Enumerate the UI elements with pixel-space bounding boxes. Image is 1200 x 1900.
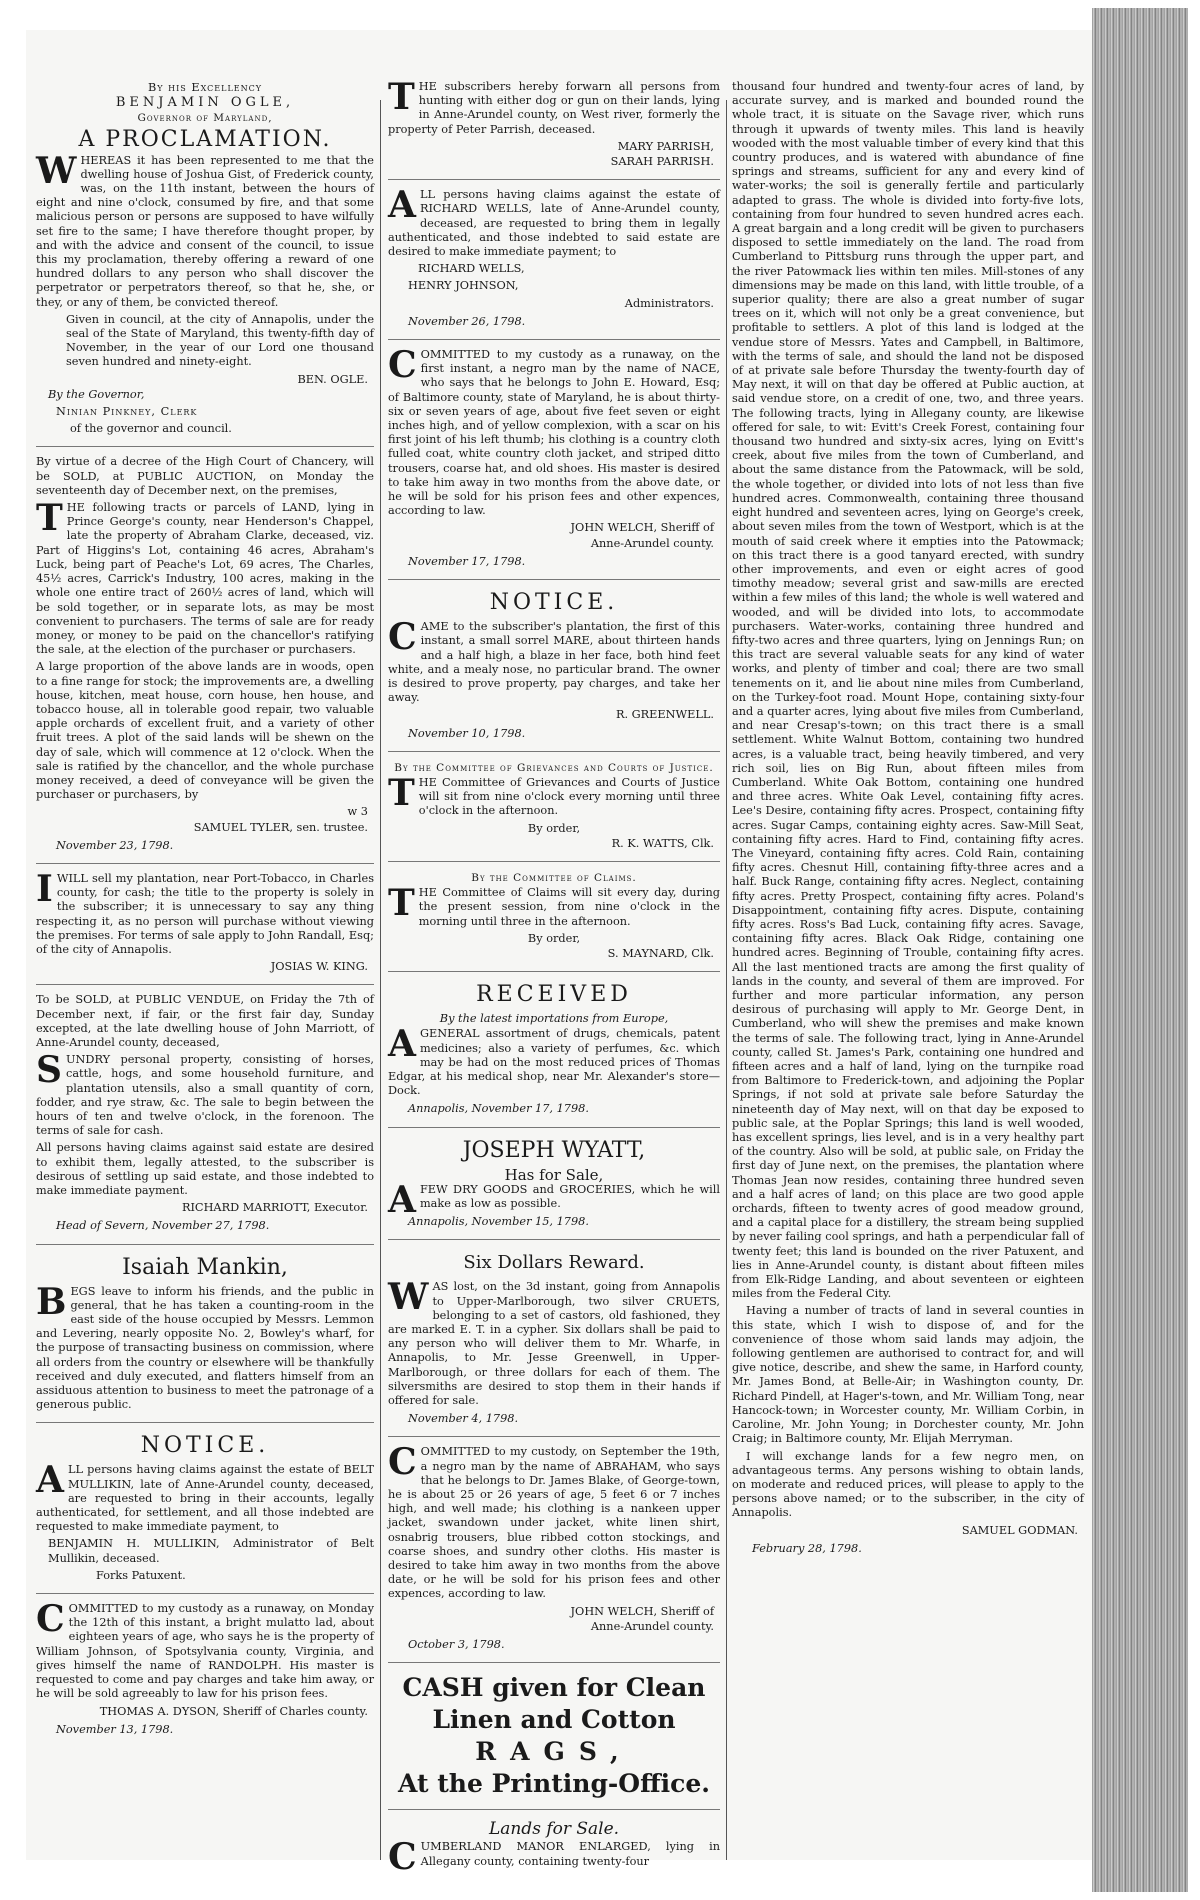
lands-head-ad <box>388 1809 720 1879</box>
lands-body: thousand four hundred and twenty-four acres of land, by accurate survey, and is marked and bounded round the whole tract, it is situate on the Savage river, which runs through it upwards of twenty miles. This land is heavily wooded with the most valuable timber of every kind that this country produces, and is watered with abundance of fine springs and streams, sufficient for any and every kind of water-works; the soil is generally fertile and particularly adapted to grass. The whole is divided into forty-five lots, containing from four hundred to seven hundred acres each. A great bargain and a long credit will be given to purchasers disposed to settle immediately on the land. The road from Cumberland to Pittsburg runs through the upper part, and the river Patowmack lies within ten miles. Mill-stones of any dimensions may be made on this land, with little trouble, of a superior quality; there are also a great number of sugar trees on it, which will not only be a great convenience, but profitable to settlers. A plot of this land is lodged at the vendue store of Messrs. Yates and Campbell, in Baltimore, with the terms of sale, and should the land not be disposed of at private sale before Thursday the twenty-fourth day of May next, it will on that day be offered at Public auction, at said vendue store, on a credit of one, two, and three years. The following tracts, lying in Allegany county, are likewise offered for sale, to wit: Evitt's Creek Forest, containing four thousand two hundred and sixty-six acres, lying on Evitt's creek, about five miles from the town of Cumberland, and about the same distance from the Patowmack, will be sold, the whole together, or divided into lots of not less than five hundred acres. Commonwealth, containing three thousand eight hundred and seventeen acres, lying on George's creek, about seven miles from the town of Westport, which is at the mouth of said creek where it empties into the Patowmack; on this tract there is a good tanyard erected, with sundry other improvements, and even or eight acres of good timothy meadow; several grist and saw-mills are erected within a few miles of this land; the whole is well watered and wooded, and will be divided into lots, to accommodate purchasers. Water-works, containing three hundred and fifty-two acres and three quarters, lying on Jennings Run; on this tract are several valuable seats for any kind of water works, and plenty of timber and coal; there are two small tenements on it, and lie about nine miles from Cumberland, on the Turkey-foot road. Mount Hope, containing sixty-four and a quarter acres, lying about five miles from Cumberland, and near Cresap's-town; on this tract there is a small settlement. White Walnut Bottom, containing two hundred acres, is a valuable tract, being heavily timbered, and very rich soil, lies on Big Run, about fifteen miles from Cumberland. White Oak Bottom, containing one hundred and three acres. White Oak Level, containing fifty acres. Lee's Desire, containing fifty acres. Prospect, containing fifty acres. Sugar Camps, containing eighty acres. Saw-Mill Seat, containing fifty acres. Hard to Find, containing fifty acres. The Vineyard, containing fifty acres. Cold Rain, containing fifty acres. Chesnut Hill, containing fifty-three acres and a half. Buck Range, containing fifty acres. Neglect, containing fifty acres. Pretty Prospect, containing fifty acres. Poland's Disappointment, containing fifty acres. Dispute, containing fifty acres. Ross's Bad Luck, containing fifty acres. Savage, containing fifty acres. Black Oak Ridge, containing one hundred acres. Beginning of Trouble, containing fifty acres. All the last mentioned tracts are among the first quality of lands in the county, and several of them are improved. For further and more particular information, any person desirous of purchasing will apply to Mr. George Dent, in Cumberland, who will shew the premises and make known the terms of sale. The following tract, lying in Anne-Arundel county, called St. James's Park, containing one hundred and fifteen acres and a half of land, lying on the turnpike road from Baltimore to Frederick-town, and adjoining the Poplar Springs, if not sold at private sale before Saturday the nineteenth day of May next, will on that day be exposed to public sale, at the Poplar Springs; this land is well wooded, has excellent springs, lies level, and is in a very healthy part of the country. Also will be sold, at public sale, on Friday the first day of June next, on the premises, the plantation where Thomas Jean now resides, containing three hundred seven and a half acres of land; on this place are two good apple orchards, fifteen to twenty acres of good meadow ground, and a capital place for a distillery, the stream being supplied by never failing cool springs, and hath a perpendicular fall of twenty feet; this land is bounded on the river Patuxent, and lies in Anne-Arundel county, is distant about fifteen miles from Elk-Ridge Landing, and about seventeen or eighteen miles from the Federal City. <box>732 80 1084 1301</box>
claims-body: THE Committee of Claims will sit every day, during the present session, from nine o'clock in the morning until three in the afternoon. <box>388 882 720 928</box>
mare-notice-ad <box>388 579 720 741</box>
lands-body-3: I will exchange lands for a few negro men, on advantageous terms. Any persons wishing to obtain lands, on moderate and reduced prices, will please to apply to the persons above named; or to the subscriber, in the city of Annapolis. <box>732 1449 1084 1520</box>
proclamation-ad <box>36 81 374 436</box>
cash-line-2: Linen and Cotton <box>432 1705 676 1735</box>
received-sub: By the latest importations from Europe, <box>439 1012 669 1026</box>
clerk-name: Ninian Pinkney, Clerk <box>56 405 198 419</box>
chancery-body: THE following tracts or parcels of LAND, lying in Prince George's county, near Henderson's Chappel, late the property of Abraham Clarke, deceased, viz. Part of Higgins's Lot, containing 46 acres, Abraham's Luck, being part of Peache's Lot, 69 acres, The Charles, 45½ acres, Carrick's Industry, 100 acres, making in the whole one entire tract of 260½ acres of land, which will be sold together, or in separate lots, as may be most convenient to purchasers. The terms of sale are for ready money, or money to be paid on the chancellor's ratifying the sale, at the election of the purchaser or purchasers. <box>36 497 374 657</box>
wyatt-date: Annapolis, November 15, 1798. <box>408 1215 589 1229</box>
grievances-body: THE Committee of Grievances and Courts of Justice will sit from nine o'clock every morning until three o'clock in the afternoon. <box>388 771 720 818</box>
plantation-signature: JOSIAS W. KING. <box>270 960 368 974</box>
wyatt-ad <box>388 1127 720 1230</box>
clerk-title: of the governor and council. <box>70 422 232 436</box>
mullikin-notice-body: ALL persons having claims against the estate of BELT MULLIKIN, late of Anne-Arundel county, deceased, are requested to bring in their accounts, legally authenticated, for settlement, and all those indebted are requested to make immediate payment, to <box>36 1459 374 1534</box>
nace-body: COMMITTED to my custody as a runaway, on the first instant, a negro man by the name of NACE, who says that he belongs to John E. Howard, Esq; of Baltimore county, state of Maryland, he is about thirty-six or seven years of age, about five feet seven or eight inches high, and of yellow complexion, with a scar on his first joint of his left thumb; his clothing is a country cloth fulled coat, white country cloth jacket, and striped ditto trousers, coarse hat, and old shoes. His master is desired to take him away in two months from the above date, or he will be sold for his prison fees and other expences, according to law. <box>388 344 720 518</box>
newspaper-page <box>26 30 1092 1879</box>
lands-body-2: Having a number of tracts of land in several counties in this state, which I wish to dispose of, and for the convenience of those whom said lands may adjoin, the following gentlemen are authorised to contract for, and will give notice, describe, and shew the same, in Harford county, Mr. James Bond, at Belle-Air; in Washington county, Dr. Richard Pindell, at Hager's-town, and Mr. William Tong, near Hancock-town; in Worcester county, Mr. William Corbin, in Caroline, Mr. John Young; in Dorchester county, Mr. John Craig; in Baltimore county, Mr. Elijah Merryman. <box>732 1304 1084 1446</box>
vendue-intro: To be SOLD, at PUBLIC VENDUE, on Friday the 7th of December next, if fair, or the first fair day, Sunday excepted, at the late dwelling house of John Marriott, of Anne-Arundel county, deceased, <box>36 993 374 1049</box>
proclamation-signature: BEN. OGLE. <box>297 372 368 386</box>
received-title: RECEIVED <box>476 982 632 1008</box>
reward-title: Six Dollars Reward. <box>463 1252 645 1274</box>
vendue-ad <box>36 984 374 1233</box>
column-left <box>36 80 374 1860</box>
vendue-body-2: All persons having claims against said estate are desired to exhibit them, legally attested, to the subscriber is desirous of settling up said estate, and those indebted to make immediate payment. <box>36 1141 374 1198</box>
parrish-sig-2: SARAH PARRISH. <box>610 155 714 169</box>
lands-intro: CUMBERLAND MANOR ENLARGED, lying in Allegany county, containing twenty-four <box>388 1836 720 1879</box>
received-ad <box>388 971 720 1116</box>
abraham-body: COMMITTED to my custody, on September the 19th, a negro man by the name of ABRAHAM, who says that he belongs to Dr. James Blake, of George-town, he is about 25 or 26 years of age, 5 feet 6 or 7 inches high, and well made; his clothing is a nankeen upper jacket, swandown under jacket, white linen shirt, osnabrig trousers, blue ribbed cotton stockings, and coarse shoes, and sundry other cloths. His master is desired to take him away in two months from the above date, or he will be sold for his prison fees and other expences, according to law. <box>388 1441 720 1601</box>
plantation-body: IWILL sell my plantation, near Port-Tobacco, in Charles county, for cash; the title to the property is solely in the subscriber; it is unnecessary to say any thing respecting it, as no person will purchase without viewing the premises. For terms of sale apply to John Randall, Esq; of the city of Annapolis. <box>36 867 374 956</box>
abraham-county: Anne-Arundel county. <box>590 1619 714 1633</box>
randolph-body: COMMITTED to my custody as a runaway, on Monday the 12th of this instant, a bright mulatto lad, about eighteen years of age, who says he is the property of William Johnson, of Spotsylvania county, Virginia, and gives himself the name of RANDOLPH. His master is requested to come and pay charges and take him away, or he will be sold agreeably to law for his prison fees. <box>36 1598 374 1701</box>
wyatt-body: AFEW DRY GOODS and GROCERIES, which he will make as low as possible. <box>388 1178 720 1221</box>
chancery-body-2: A large proportion of the above lands are in woods, open to a fine range for stock; the improvements are, a dwelling house, kitchen, meat house, corn house, hen house, and tobacco house, all in tolerable good repair, two valuable apple orchards of excellent fruit, and a variety of other fruit trees. A plot of the said lands will be shewn on the day of sale, which will commence at 12 o'clock. When the sale is ratified by the chancellor, and the whole purchase money received, a deed of conveyance will be given the purchaser or purchasers, by <box>36 660 374 802</box>
grievances-head: By the Committee of Grievances and Courts of Justice. <box>394 761 714 774</box>
chancery-signature: SAMUEL TYLER, sen. trustee. <box>193 820 368 834</box>
mankin-title: Isaiah Mankin, <box>122 1254 288 1280</box>
parrish-sig-1: MARY PARRISH, <box>617 139 714 153</box>
runaway-abraham-ad <box>388 1436 720 1652</box>
lands-continued <box>732 80 1084 1556</box>
wyatt-title: JOSEPH WYATT, <box>462 1137 646 1163</box>
runaway-randolph-ad <box>36 1593 374 1737</box>
randolph-date: November 13, 1798. <box>56 1722 174 1736</box>
grievances-by-order: By order, <box>527 821 581 835</box>
mullikin-place: Forks Patuxent. <box>96 1568 186 1582</box>
chancery-intro: By virtue of a decree of the High Court of Chancery, will be SOLD, at PUBLIC AUCTION, on Monday the seventeenth day of December next, on the premises, <box>36 455 374 497</box>
claims-by-order: By order, <box>527 931 581 945</box>
reward-date: November 4, 1798. <box>408 1412 519 1426</box>
book-binding-edge <box>1092 8 1188 1892</box>
nace-date: November 17, 1798. <box>408 554 526 568</box>
mankin-body: BEGS leave to inform his friends, and the public in general, that he has taken a counting-room in the east side of the house occupied by Messrs. Lemmon and Levering, nearly opposite No. 2, Bowley's wharf, for the purpose of transacting business on commission, where all orders from the country or elsewhere will be thankfully received and duly executed, and flatters himself from an assiduous attention to business to meet the patronage of a generous public. <box>36 1280 374 1412</box>
governor-name: BENJAMIN OGLE, <box>115 95 295 111</box>
chancery-sale-ad <box>36 446 374 852</box>
mullikin-signature: BENJAMIN H. MULLIKIN, Administrator of Belt Mullikin, deceased. <box>48 1537 374 1565</box>
wells-role: Administrators. <box>624 296 714 310</box>
parrish-ad <box>388 76 720 169</box>
mankin-ad <box>36 1244 374 1413</box>
reward-body: WAS lost, on the 3d instant, going from Annapolis to Upper-Marlborough, two silver CRUETS, belonging to a set of castors, old fashioned, they are marked E. T. in a cypher. Six dollars shall be paid to any person who will deliver them to Mr. Wharfe, in Annapolis, to Mr. Jesse Greenwell, in Upper-Marlborough, or three dollars for each of them. The silversmiths are desired to stop them in their hands if offered for sale. <box>388 1276 720 1408</box>
abraham-signature: JOHN WELCH, Sheriff of <box>570 1604 714 1618</box>
claims-ad <box>388 861 720 961</box>
plantation-ad <box>36 863 374 974</box>
wyatt-sub: Has for Sale, <box>504 1165 604 1184</box>
cash-line-1: CASH given for Clean <box>402 1673 706 1703</box>
lands-signature: SAMUEL GODMAN. <box>961 1523 1078 1537</box>
cash-line-3: RAGS, <box>475 1737 633 1767</box>
received-date: Annapolis, November 17, 1798. <box>408 1102 589 1116</box>
column-right <box>732 80 1084 1860</box>
wells-sig-1: RICHARD WELLS, <box>418 262 525 276</box>
grievances-ad <box>388 751 720 851</box>
chancery-mark: w 3 <box>347 805 368 819</box>
column-rule <box>380 100 381 1860</box>
mare-notice-title: NOTICE. <box>489 590 619 616</box>
nace-county: Anne-Arundel county. <box>590 536 714 550</box>
claims-signature: S. MAYNARD, Clk. <box>607 946 714 960</box>
by-line: By his Excellency <box>147 81 262 94</box>
proclamation-body: WHEREAS it has been represented to me that the dwelling house of Joshua Gist, of Frederick county, was, on the 11th instant, between the hours of eight and nine o'clock, consumed by fire, and that some malicious person or persons are supposed to have wilfully set fire to the same; I have therefore thought proper, by and with the advice and consent of the council, to issue this my proclamation, thereby offering a reward of one hundred dollars to any person who shall discover the perpetrator or perpetrators thereof, so that he, she, or they, or any of them, be convicted thereof. <box>36 149 374 309</box>
column-rule <box>726 100 727 1860</box>
chancery-date: November 23, 1798. <box>56 838 174 852</box>
wells-date: November 26, 1798. <box>408 314 526 328</box>
governor-office: Governor of Maryland, <box>137 112 273 125</box>
reward-ad <box>388 1239 720 1426</box>
parrish-body: THE subscribers hereby forwarn all persons from hunting with either dog or gun on their lands, lying in Anne-Arundel county, on West river, formerly the property of Peter Parrish, deceased. <box>388 76 720 136</box>
cash-rags-ad <box>388 1662 720 1799</box>
grievances-signature: R. K. WATTS, Clk. <box>611 836 714 850</box>
mare-signature: R. GREENWELL. <box>615 708 714 722</box>
vendue-date: Head of Severn, November 27, 1798. <box>56 1219 270 1233</box>
vendue-body: SUNDRY personal property, consisting of horses, cattle, hogs, and some household furniture, and plantation utensils, also a small quantity of corn, fodder, and rye straw, &c. The sale to begin between the hours of ten and twelve o'clock, in the forenoon. The terms of sale for cash. <box>36 1049 374 1138</box>
wells-ad <box>388 179 720 329</box>
proclamation-title: A PROCLAMATION. <box>78 126 332 152</box>
vendue-signature: RICHARD MARRIOTT, Executor. <box>181 1201 368 1215</box>
claims-head: By the Committee of Claims. <box>471 871 637 884</box>
runaway-nace-ad <box>388 339 720 569</box>
nace-signature: JOHN WELCH, Sheriff of <box>570 521 714 535</box>
mullikin-notice-title: NOTICE. <box>140 1433 270 1459</box>
column-middle <box>388 76 720 1879</box>
wells-sig-2: HENRY JOHNSON, <box>408 279 519 293</box>
received-body: AGENERAL assortment of drugs, chemicals, patent medicines; also a variety of perfumes, &c. which may be had on the most reduced prices of Thomas Edgar, at his medical shop, near Mr. Alexander's store—Dock. <box>388 1023 720 1098</box>
lands-title: Lands for Sale. <box>488 1819 620 1840</box>
wells-body: ALL persons having claims against the estate of RICHARD WELLS, late of Anne-Arundel county, deceased, are requested to bring them in legally authenticated, and those indebted to said estate are desired to make immediate payment; to <box>388 184 720 259</box>
mullikin-notice-ad <box>36 1422 374 1583</box>
abraham-date: October 3, 1798. <box>408 1638 505 1652</box>
mare-date: November 10, 1798. <box>408 726 526 740</box>
by-governor: By the Governor, <box>48 387 145 401</box>
randolph-signature: THOMAS A. DYSON, Sheriff of Charles county. <box>99 1704 368 1718</box>
cash-line-4: At the Printing-Office. <box>398 1769 710 1799</box>
proclamation-given: Given in council, at the city of Annapolis, under the seal of the State of Maryland, this twenty-fifth day of November, in the year of our Lord one thousand seven hundred and ninety-eight. <box>66 312 374 369</box>
lands-date: February 28, 1798. <box>752 1541 862 1555</box>
mare-body: CAME to the subscriber's plantation, the first of this instant, a small sorrel MARE, about thirteen hands and a half high, a blaze in her face, both hind feet white, and a mealy nose, no particular brand. The owner is desired to prove property, pay charges, and take her away. <box>388 616 720 705</box>
